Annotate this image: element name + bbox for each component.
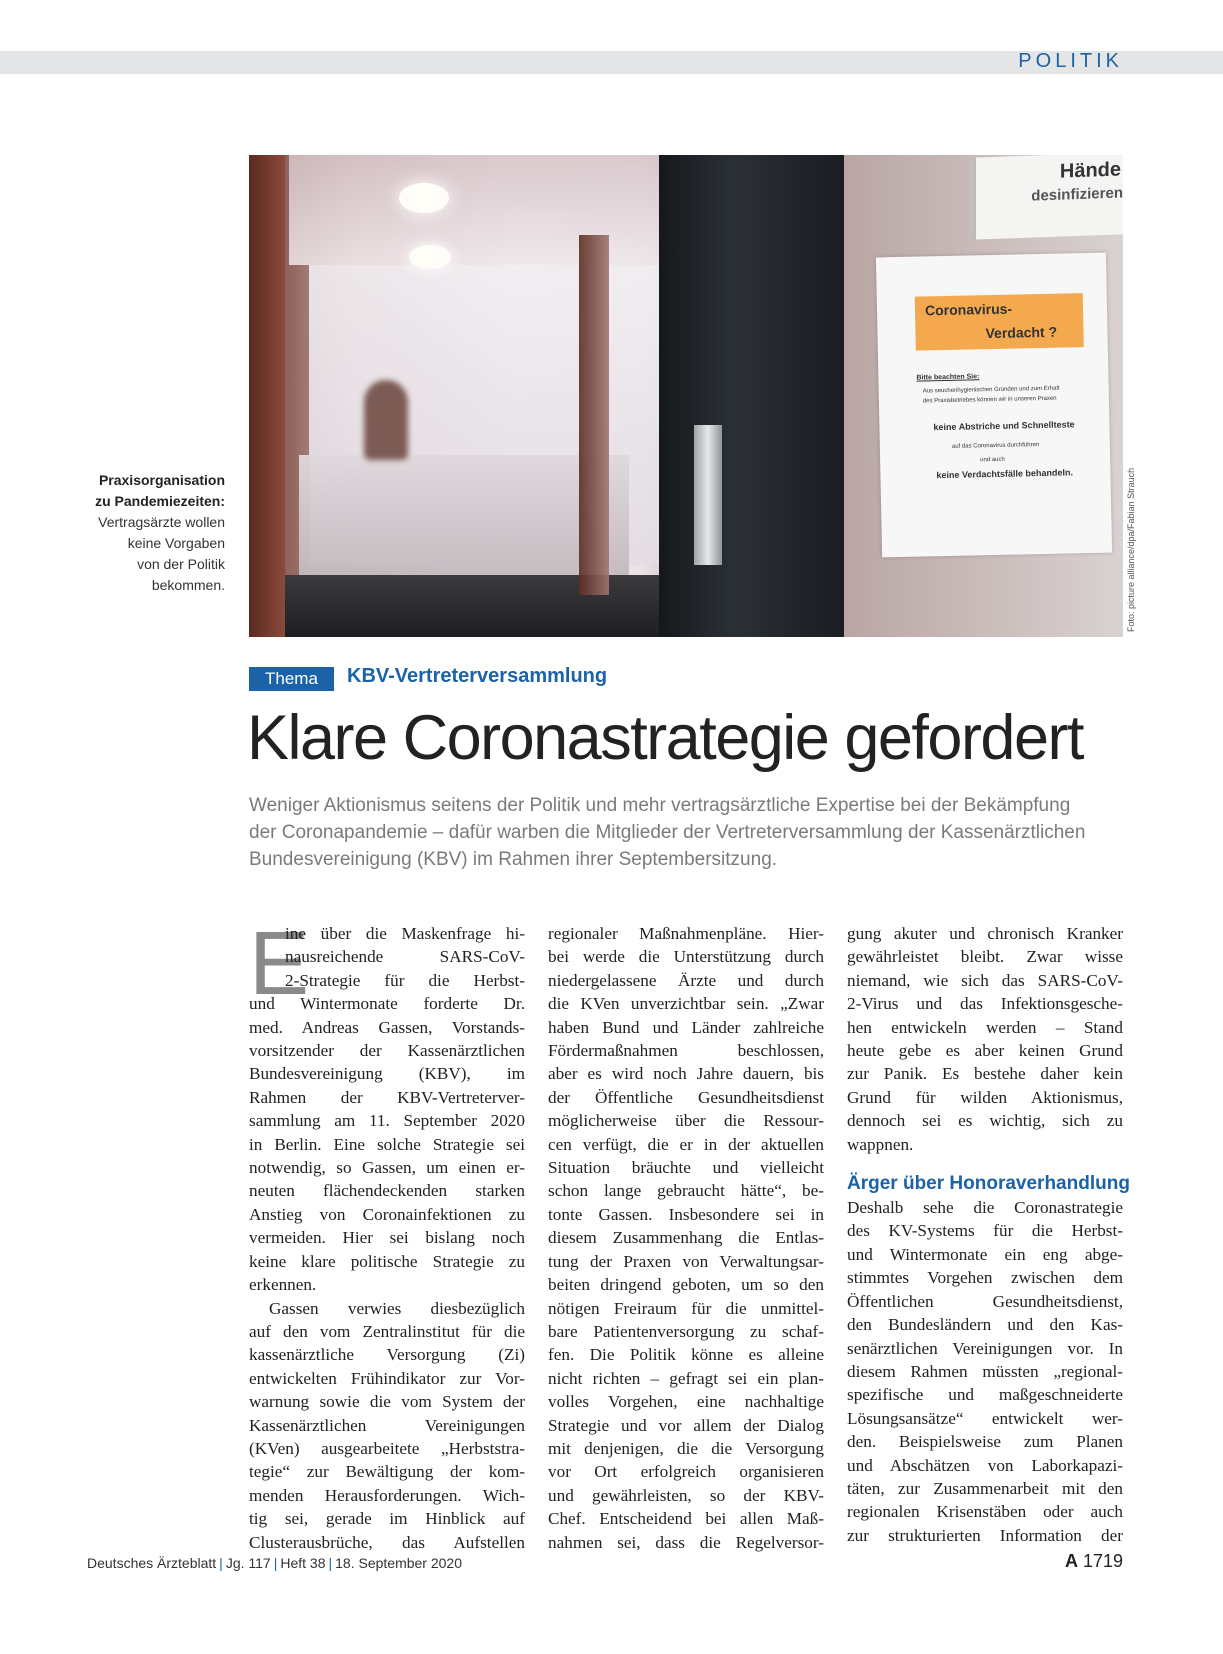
- sign-text: Coronavirus-: [924, 300, 1013, 319]
- text-line: bei werde die Unterstützung durch: [548, 947, 824, 967]
- photo-ceiling-light: [409, 245, 451, 269]
- text-line: 2-Strategie für die Herbst-: [285, 970, 525, 990]
- photo-sign-hand-disinfection: [974, 155, 1123, 240]
- caption-line: von der Politik: [137, 556, 225, 572]
- text-line: nahmen sei, dass die Regelversor-: [548, 1532, 824, 1552]
- text-line: aber es wird noch Jahre dauern, bis: [548, 1064, 824, 1084]
- text-line: des KV-Systems für die Herbst-: [847, 1221, 1123, 1241]
- text-line: stimmtes Vorgehen zwischen dem: [847, 1268, 1123, 1288]
- text-line: neuten flächendeckenden starken: [249, 1181, 525, 1201]
- text-line: haben Bund und Länder zahlreiche: [548, 1017, 824, 1037]
- text-line: zur strukturierten Information der: [847, 1525, 1123, 1545]
- text-line: Chef. Entscheidend bei allen Maß-: [548, 1509, 824, 1529]
- text-line: der Öffentliche Gesundheitsdienst: [548, 1087, 824, 1107]
- text-line: med. Andreas Gassen, Vorstands-: [249, 1017, 525, 1037]
- text-line: heute gebe es aber keinen Grund: [847, 1041, 1123, 1061]
- text-line: nötigen Freiraum für die unmittel-: [548, 1298, 824, 1318]
- text-line: und gewährleisten, so der KBV-: [548, 1485, 824, 1505]
- text-line: tonte Gassen. Insbesondere sei in: [548, 1204, 824, 1224]
- text-line: nausreichende SARS-CoV-: [285, 947, 525, 967]
- text-line: wappnen.: [847, 1134, 914, 1154]
- article-subhead: Ärger über Honoraverhandlung: [847, 1173, 1130, 1195]
- photo-sign-corona-notice: [876, 253, 1112, 558]
- text-line: (KVen) ausgearbeitete „Herbststra-: [249, 1438, 525, 1458]
- text-line: diesem Rahmen müssten „regional-: [847, 1361, 1123, 1381]
- text-line: Öffentlichen Gesundheitsdienst,: [847, 1291, 1123, 1311]
- sign-text: auf das Coronavirus durchführen: [951, 442, 1040, 450]
- photo-caption: [60, 470, 225, 596]
- text-line: Strategie und vor allem der Dialog: [548, 1415, 824, 1435]
- sign-text: Hände: [1059, 158, 1121, 183]
- lead-line: Bundesvereinigung (KBV) im Rahmen ihrer Septembersitzung.: [249, 849, 778, 870]
- text-line: keine klare politische Strategie zu: [249, 1251, 525, 1271]
- lead-line: Weniger Aktionismus seitens der Politik und mehr vertragsärztliche Expertise bei der Bekämpfung: [249, 795, 1071, 816]
- text-line: den Bundesländern und den Kas-: [847, 1315, 1123, 1335]
- lead-line: der Coronapandemie – dafür warben die Mitglieder der Vertreterversammlung der Kassenärztlichen: [249, 822, 1086, 843]
- text-line: tegie“ zur Bewältigung der kom-: [249, 1462, 525, 1482]
- photo-door: [659, 155, 844, 637]
- text-line: zur Panik. Es bestehe daher kein: [847, 1064, 1123, 1084]
- text-line: vor Ort erfolgreich organisieren: [548, 1462, 824, 1482]
- caption-bold-line: zu Pandemiezeiten:: [95, 493, 225, 509]
- sign-text: keine Abstriche und Schnellteste: [933, 419, 1075, 433]
- sign-text: des Praxisbetriebes können wir in unseren Praxen: [922, 395, 1057, 405]
- footer-separator: |: [273, 1555, 278, 1571]
- drop-cap: E: [249, 914, 310, 1014]
- text-line: Deshalb sehe die Coronastrategie: [847, 1198, 1123, 1218]
- photo-door-hinge: [694, 425, 722, 565]
- text-line: dennoch sei es wichtig, sich zu: [847, 1111, 1123, 1131]
- text-line: bare Patientenversorgung zu schaf-: [548, 1321, 824, 1341]
- text-line: regionalen Krisenstäben oder auch: [847, 1502, 1123, 1522]
- column-3-part-1: [847, 922, 1123, 1156]
- text-line: Kassenärztlichen Vereinigungen: [249, 1415, 525, 1435]
- text-line: Gassen verwies diesbezüglich: [269, 1298, 525, 1318]
- sign-text: Verdacht ?: [985, 323, 1058, 342]
- text-line: in Berlin. Eine solche Strategie sei: [249, 1134, 525, 1154]
- page-number-value: 1719: [1082, 1551, 1123, 1571]
- text-line: kassenärztliche Versorgung (Zi): [249, 1345, 525, 1365]
- text-line: entwickelten Frühindikator zur Vor-: [249, 1368, 525, 1388]
- sign-text: desinfizieren: [1031, 184, 1123, 205]
- text-line: volles Vorgehen, eine nachhaltige: [548, 1392, 824, 1412]
- text-line: niedergelassene Ärzte und durch: [548, 970, 824, 990]
- article-column-1: [249, 914, 525, 1554]
- text-line: erkennen.: [249, 1275, 317, 1295]
- text-line: hen entwickeln werden – Stand: [847, 1017, 1123, 1037]
- text-line: und Wintermonate forderte Dr.: [249, 994, 525, 1014]
- text-line: 2-Virus und das Infektionsgesche-: [847, 994, 1123, 1014]
- sign-text: keine Verdachtsfälle behandeln.: [936, 467, 1074, 481]
- photo-doorframe: [579, 235, 609, 595]
- photo-credit: Foto: picture alliance/dpa/Fabian Strauch: [1126, 467, 1136, 632]
- text-line: spezifische und maßgeschneiderte: [847, 1385, 1123, 1405]
- text-line: den. Beispielsweise zum Planen: [847, 1432, 1123, 1452]
- article-column-3: [847, 922, 1130, 1547]
- text-line: fen. Die Politik könne es alleine: [548, 1345, 824, 1365]
- text-line: täten, zur Zusammenarbeit mit den: [847, 1478, 1123, 1498]
- photo-person: [364, 380, 408, 460]
- photo-doorframe: [249, 155, 285, 637]
- text-line: Clusterausbrüche, das Aufstellen: [249, 1532, 525, 1552]
- text-line: Lösungsansätze“ entwickelt wer-: [847, 1408, 1123, 1428]
- text-line: regionaler Maßnahmenpläne. Hier-: [548, 924, 824, 943]
- footer-journal: Deutsches Ärzteblatt: [87, 1555, 217, 1571]
- sign-text: Aus seuchenhygienischen Gründen und zum Erhalt: [922, 385, 1060, 395]
- text-line: mit denjenigen, die die Versorgung: [548, 1438, 824, 1458]
- text-line: ine über die Maskenfrage hi-: [285, 924, 525, 943]
- text-line: Bundesvereinigung (KBV), im: [249, 1064, 525, 1084]
- text-line: vorsitzender der Kassenärztlichen: [249, 1041, 525, 1061]
- text-line: und Wintermonate ein eng abge-: [847, 1244, 1123, 1264]
- text-line: menden Herausforderungen. Wich-: [249, 1485, 525, 1505]
- page-number: [1065, 1551, 1123, 1572]
- footer-separator: |: [219, 1555, 223, 1571]
- text-line: Anstieg von Coronainfektionen zu: [249, 1204, 525, 1224]
- article-lead: [249, 792, 1129, 873]
- text-line: Grund für wilden Aktionismus,: [847, 1087, 1123, 1107]
- text-line: Rahmen der KBV-Vertreterver-: [249, 1087, 525, 1107]
- text-line: sammlung am 11. September 2020: [249, 1111, 525, 1131]
- article-photo: [249, 155, 1123, 637]
- article-headline: Klare Coronastrategie gefordert: [247, 703, 1083, 773]
- caption-line: bekommen.: [151, 577, 225, 593]
- text-line: Situation bräuchte und vielleicht: [548, 1158, 824, 1178]
- text-line: diesem Zusammenhang die Entlas-: [548, 1228, 824, 1248]
- text-line: cen verfügt, die er in der aktuellen: [548, 1134, 824, 1154]
- caption-line: keine Vorgaben: [127, 535, 225, 551]
- footer-journal-info: [87, 1555, 462, 1571]
- text-line: tig sei, gerade im Hinblick auf: [249, 1509, 525, 1529]
- text-line: schon lange gebraucht hätte“, be-: [548, 1181, 824, 1201]
- article-kicker: KBV-Vertreterversammlung: [347, 665, 608, 687]
- text-line: tung der Praxen von Verwaltungsar-: [548, 1251, 824, 1271]
- footer-volume: Jg. 117: [225, 1555, 271, 1571]
- text-line: beiten dringend geboten, um so den: [548, 1275, 824, 1295]
- text-line: Fördermaßnahmen beschlossen,: [548, 1041, 824, 1061]
- sign-text: Bitte beachten Sie:: [916, 373, 980, 382]
- text-line: notwendig, so Gassen, um einen er-: [249, 1158, 525, 1178]
- footer-issue: Heft 38: [280, 1555, 326, 1571]
- caption-bold-line: Praxisorganisation: [98, 472, 225, 488]
- photo-ceiling-light: [399, 183, 449, 213]
- text-line: warnung sowie die vom System der: [249, 1392, 525, 1412]
- article-column-2: [548, 922, 824, 1554]
- text-line: gung akuter und chronisch Kranker: [847, 924, 1123, 943]
- text-line: die KVen unverzichtbar sein. „Zwar: [548, 994, 824, 1014]
- page-prefix: A: [1064, 1551, 1078, 1571]
- sign-text: und auch: [980, 456, 1005, 464]
- text-line: und Abschätzen von Laborkapazi-: [847, 1455, 1123, 1475]
- text-line: auf den vom Zentralinstitut für die: [249, 1321, 525, 1341]
- section-label: POLITIK: [1018, 50, 1123, 72]
- text-line: senärztlichen Vereinigungen vor. In: [847, 1338, 1123, 1358]
- text-line: vermeiden. Hier sei bislang noch: [249, 1228, 525, 1248]
- footer-date: 18. September 2020: [335, 1555, 462, 1571]
- caption-line: Vertragsärzte wollen: [98, 514, 225, 530]
- column-3-part-2: [847, 1196, 1123, 1547]
- sign-orange-box: [915, 293, 1084, 351]
- text-line: nicht richten – gefragt sei ein plan-: [548, 1368, 824, 1388]
- topic-tag: Thema: [249, 667, 334, 691]
- text-line: möglicherweise über die Ressour-: [548, 1111, 824, 1131]
- footer-separator: |: [328, 1555, 333, 1571]
- text-line: gewährleistet bleibt. Zwar wisse: [847, 947, 1123, 967]
- text-line: niemand, wie sich das SARS-CoV-: [847, 970, 1123, 990]
